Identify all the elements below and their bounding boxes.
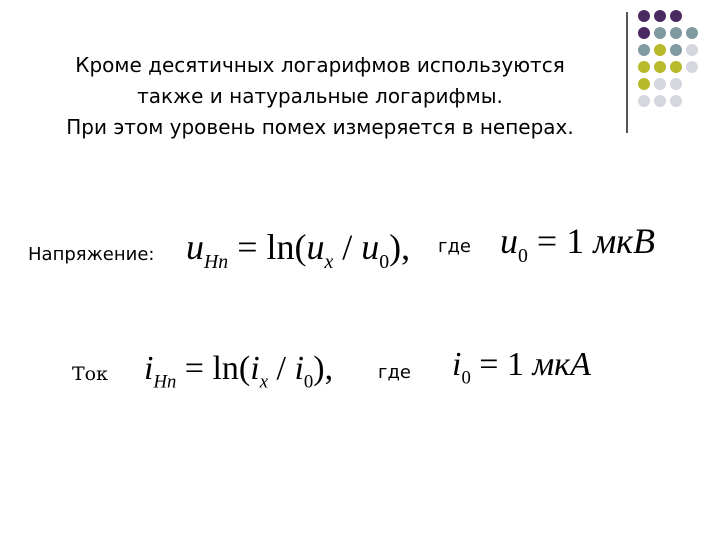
current-ref-sub: 0 — [303, 371, 314, 393]
current-x-sub: x — [259, 371, 268, 393]
current-lhs-sub: Hn — [153, 371, 177, 393]
decorative-dot — [654, 10, 666, 22]
current-ref-def-var: i — [452, 346, 462, 383]
decorative-dot — [670, 44, 682, 56]
voltage-eq-ln: = ln( — [237, 227, 307, 267]
title-line-2: также и натуральные логарифмы. — [137, 84, 503, 108]
voltage-ref-def-unit: мкВ — [593, 221, 656, 261]
decorative-dot — [686, 61, 698, 73]
voltage-x-sub: x — [324, 250, 334, 273]
decorative-dot — [654, 95, 666, 107]
decorative-dot — [654, 27, 666, 39]
decorative-dot — [638, 10, 650, 22]
voltage-formula — [186, 226, 411, 273]
decorative-divider — [626, 12, 628, 133]
slide-title — [40, 50, 600, 143]
decorative-dot — [670, 95, 682, 107]
voltage-close: ), — [389, 227, 411, 267]
voltage-reference — [500, 220, 684, 262]
current-ref-var: i — [294, 350, 304, 387]
title-line-3: При этом уровень помех измеряется в неперах. — [66, 115, 574, 139]
voltage-label: Напряжение: — [28, 244, 155, 265]
voltage-x-var: u — [306, 227, 325, 267]
voltage-ref-var: u — [361, 227, 380, 267]
title-line-1: Кроме десятичных логарифмов используются — [75, 53, 565, 77]
decorative-dot — [686, 27, 698, 39]
decorative-dot — [654, 78, 666, 90]
current-eq-ln: = ln( — [184, 350, 251, 387]
decorative-dot — [670, 78, 682, 90]
decorative-dot — [670, 10, 682, 22]
decorative-dot — [654, 44, 666, 56]
voltage-ref-sub: 0 — [379, 250, 390, 273]
current-slash: / — [268, 350, 295, 387]
decorative-dot — [638, 61, 650, 73]
current-label: Ток — [72, 363, 108, 385]
decorative-dot — [670, 61, 682, 73]
decorative-dot — [638, 27, 650, 39]
decorative-dot — [670, 27, 682, 39]
voltage-ref-def-sub: 0 — [518, 244, 528, 262]
current-close: ), — [313, 350, 334, 387]
voltage-ref-def-var: u — [500, 221, 518, 261]
decorative-dot — [638, 78, 650, 90]
current-reference — [452, 346, 620, 384]
voltage-lhs-sub: Hn — [204, 250, 229, 273]
voltage-slash: / — [333, 227, 362, 267]
current-ref-def-sub: 0 — [461, 367, 471, 384]
decorative-dot — [638, 95, 650, 107]
decorative-dot — [638, 44, 650, 56]
current-formula — [144, 350, 334, 393]
decorative-dot-grid — [638, 10, 720, 122]
current-ref-def-eq: = 1 — [479, 346, 524, 383]
voltage-where: где — [438, 236, 471, 257]
current-x-var: i — [250, 350, 260, 387]
decorative-dot — [654, 61, 666, 73]
decorative-dot — [686, 44, 698, 56]
current-ref-def-unit: мкА — [532, 346, 591, 383]
voltage-lhs-var: u — [186, 227, 204, 267]
current-where: где — [378, 362, 411, 383]
voltage-ref-def-eq: = 1 — [536, 221, 585, 261]
current-lhs-var: i — [144, 350, 154, 387]
